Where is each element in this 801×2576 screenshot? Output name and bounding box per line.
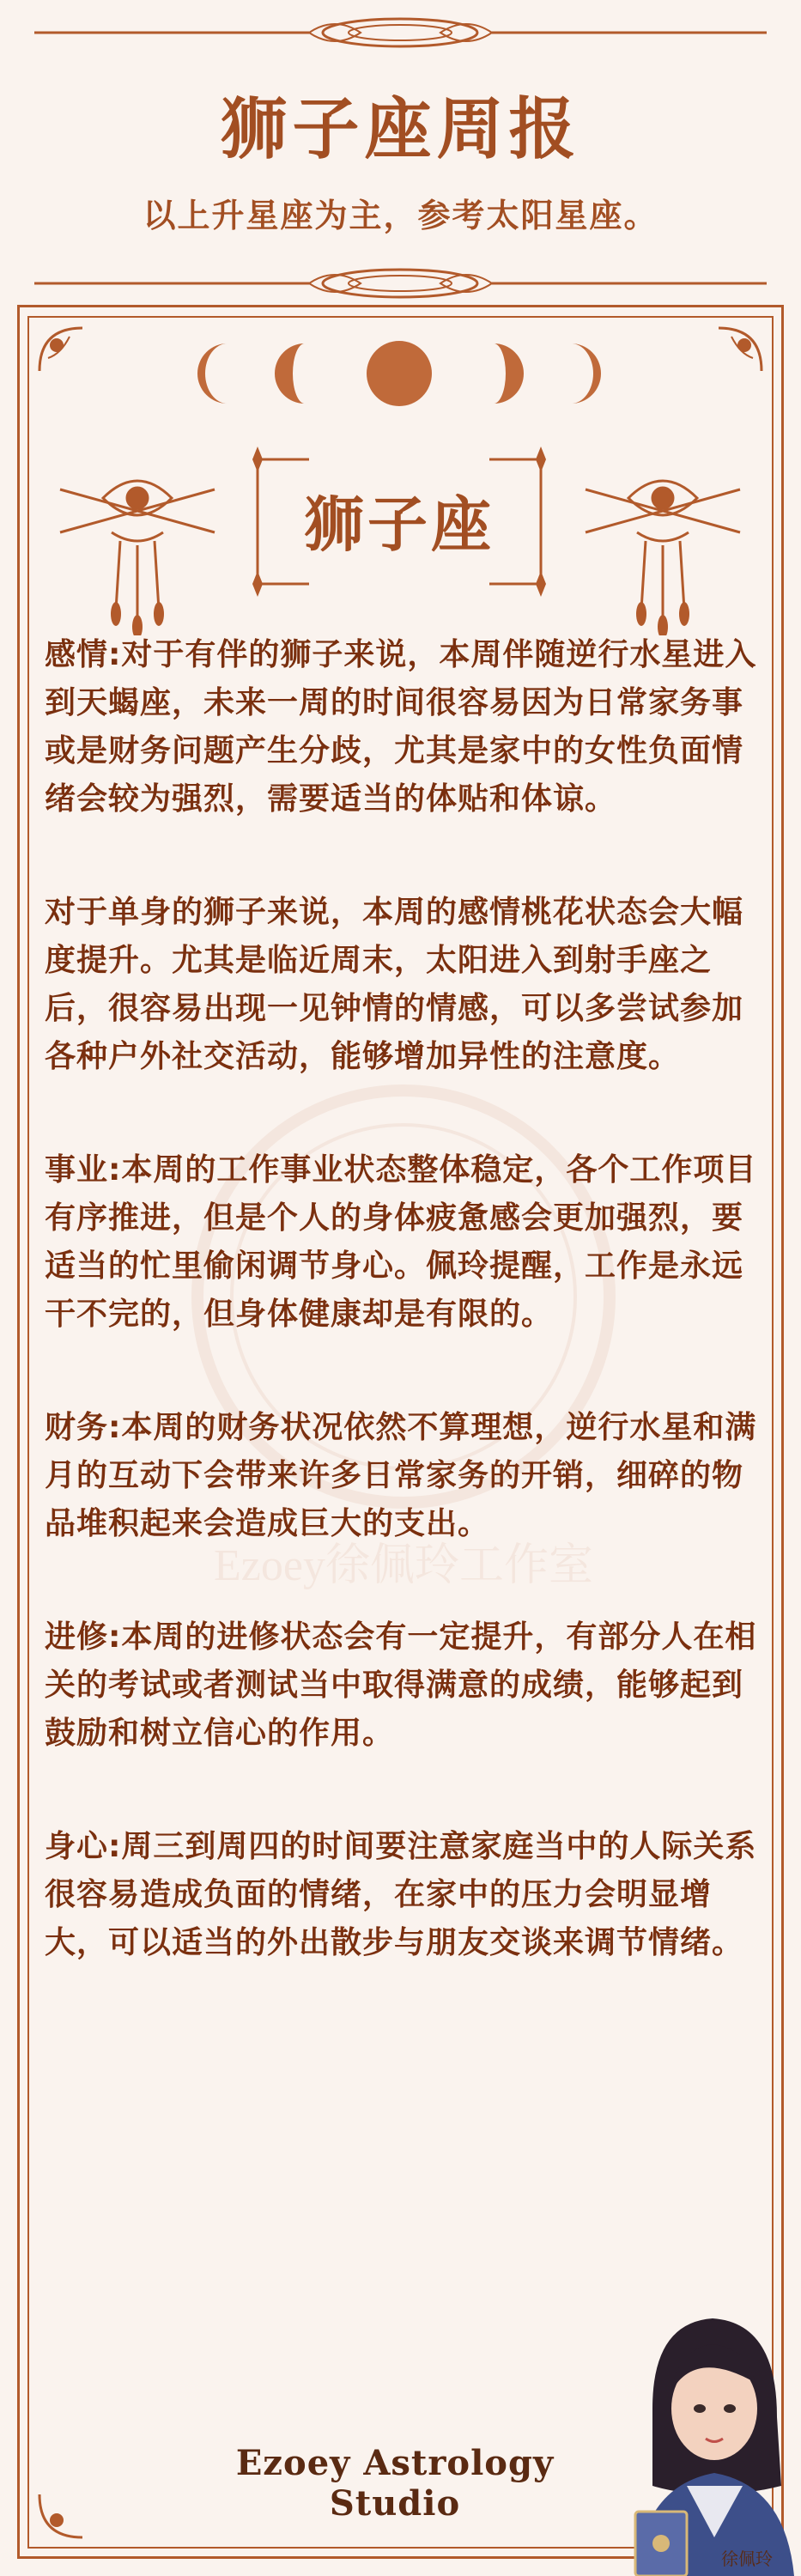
sign-title: 狮子座 [304,489,495,560]
signature-text: 徐佩玲 [721,2550,773,2569]
moon-phases-icon [189,335,610,412]
page-title: 狮子座周报 [220,91,581,168]
dreamcatcher-icon [577,438,749,635]
dreamcatcher-icon [52,438,223,635]
horoscope-content [45,631,762,2032]
middle-ornament-divider [0,258,801,309]
paragraph-career: 事业:本周的工作事业状态整体稳定，各个工作项目有序推进，但是个人的身体疲惫感会更加强烈，要适当的忙里偷闲调节身心。佩玲提醒，工作是永远干不完的，但身体健康却是有限的。 [45,1152,757,1332]
studio-name: Ezoey Astrology Studio [235,2443,555,2524]
corner-ornament-icon [31,2486,91,2546]
paragraph-study: 进修:本周的进修状态会有一定提升，有部分人在相关的考试或者测试当中取得满意的成绩，能够起到鼓励和树立信心的作用。 [45,1619,757,1751]
corner-ornament-icon [710,319,770,380]
watermark-text: Ezoey徐佩玲工作室 [214,1541,593,1590]
avatar [618,2288,801,2576]
page-subtitle: 以上升星座为主，参考太阳星座。 [143,197,658,234]
paragraph-love-partnered: 感情:对于有伴的狮子来说，本周伴随逆行水星进入到天蝎座，未来一周的时间很容易因为日常家务事或是财务问题产生分歧，尤其是家中的女性负面情绪会较为强烈，需要适当的体贴和体谅。 [45,637,757,817]
corner-ornament-icon [31,319,91,380]
paragraph-health: 身心:周三到周四的时间要注意家庭当中的人际关系很容易造成负面的情绪，在家中的压力会明显增大，可以适当的外出散步与朋友交谈来调节情绪。 [45,1829,757,1960]
paragraph-finance: 财务:本周的财务状况依然不算理想，逆行水星和满月的互动下会带来许多日常家务的开销，细碎的物品堆积起来会造成巨大的支出。 [45,1410,757,1541]
paragraph-love-single: 对于单身的狮子来说，本周的感情桃花状态会大幅度提升。尤其是临近周末，太阳进入到射手座之后，很容易出现一见钟情的情感，可以多尝试参加各种户外社交活动，能够增加异性的注意度。 [45,895,744,1074]
top-ornament-divider [0,7,801,58]
